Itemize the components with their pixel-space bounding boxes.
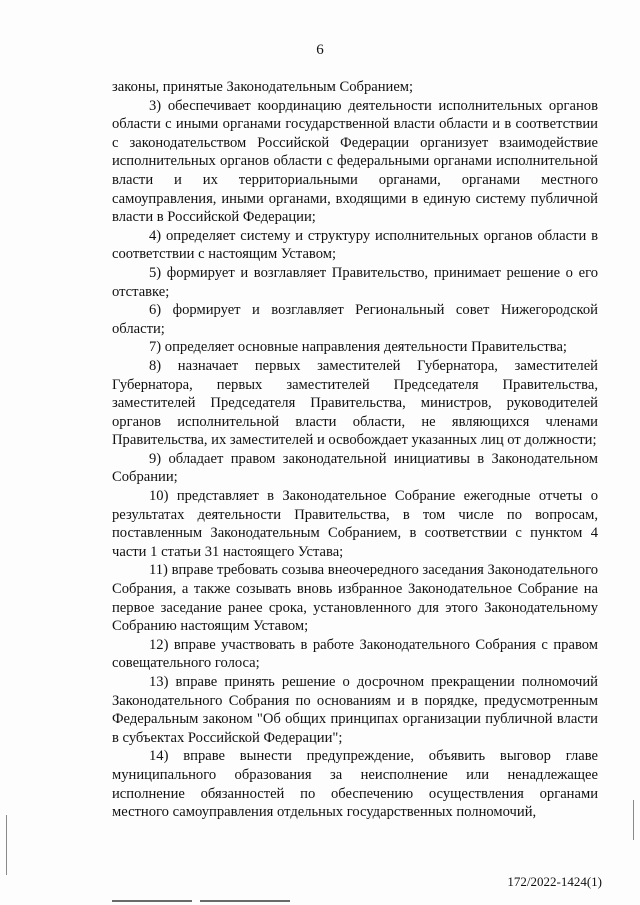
paragraph-item-4: 4) определяет систему и структуру исполнительных органов области в соответствии с настоящим Уставом; [112, 227, 598, 263]
paragraph-item-11: 11) вправе требовать созыва внеочередного заседания Законодательного Собрания, а также созывать вновь избранное Законодательное Собрание на первое заседание ранее срока, установленного для этого Законодательному Собранию настоящим Уставом; [112, 562, 598, 635]
paragraph-item-14: 14) вправе вынести предупреждение, объявить выговор главе муниципального образования за неисполнение или ненадлежащее исполнение обязанностей по обеспечению осуществления органами местного самоуправления отдельных государственных полномочий, [112, 748, 598, 821]
paragraph-item-12: 12) вправе участвовать в работе Законодательного Собрания с правом совещательного голоса; [112, 636, 598, 672]
paragraph-item-10: 10) представляет в Законодательное Собрание ежегодные отчеты о результатах деятельности Правительства, в том числе по вопросам, поставленным Законодательным Собранием, в соответствии с пунктом 4 части 1 статьи 31 настоящего Устава; [112, 488, 598, 560]
scan-edge-mark [6, 815, 7, 875]
scan-bottom-mark [200, 900, 290, 902]
document-body [112, 78, 598, 822]
paragraph-item-7: 7) определяет основные направления деятельности Правительства; [149, 339, 567, 356]
paragraph-item-13: 13) вправе принять решение о досрочном прекращении полномочий Законодательного Собрания по основаниям и в порядке, предусмотренным Федеральным законом "Об общих принципах организации публичной власти в субъектах Российской Федерации"; [112, 674, 598, 746]
paragraph-item-6: 6) формирует и возглавляет Региональный совет Нижегородской области; [112, 302, 598, 337]
paragraph-item-8: 8) назначает первых заместителей Губернатора, заместителей Губернатора, первых заместителей Председателя Правительства, заместителей Председателя Правительства, министров, руководителей органов исполнительной власти области, не являющихся членами Правительства, их заместителей и освобождает указанных лиц от должности; [112, 357, 598, 449]
paragraph-item-9: 9) обладает правом законодательной инициативы в Законодательном Собрании; [112, 450, 598, 486]
page-number: 6 [316, 42, 324, 58]
paragraph-item-5: 5) формирует и возглавляет Правительство, принимает решение о его отставке; [112, 264, 598, 300]
paragraph: законы, принятые Законодательным Собранием; [112, 79, 414, 95]
scan-edge-mark [633, 800, 634, 840]
scan-bottom-mark [112, 900, 192, 902]
document-code: 172/2022-1424(1) [507, 874, 602, 889]
paragraph-item-3: 3) обеспечивает координацию деятельности исполнительных органов области с иными органами государственной власти области и в соответствии с законодательством Российской Федерации организует взаимодействие исполнительных органов области с федеральными органами исполнительной власти и их территориальными органами, органами местного самоуправления, иными органами, входящими в единую систему публичной власти в Российской Федерации; [112, 97, 598, 226]
